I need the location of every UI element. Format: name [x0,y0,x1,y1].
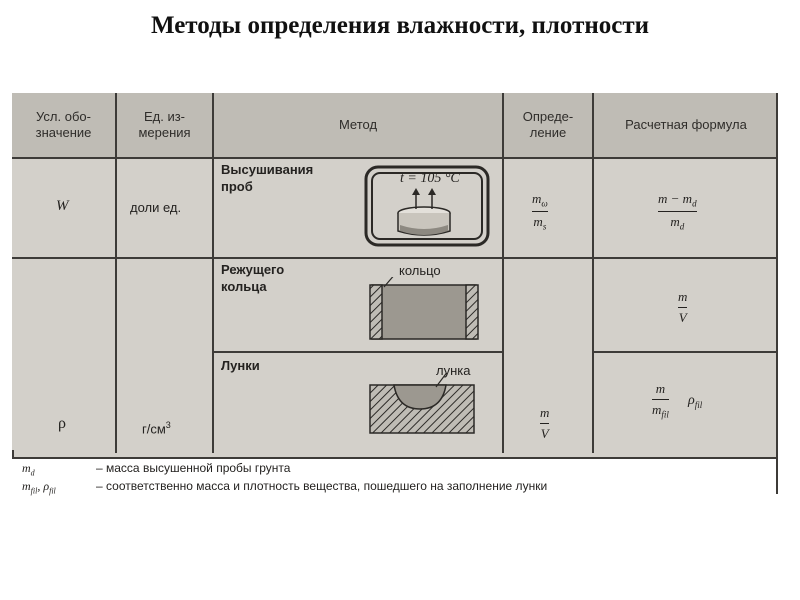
legend-text: – соответственно масса и плотность вещества, пошедшего на заполнение лунки [96,479,548,493]
legend-symbol: $m_{fil}$, $\rho_{fil}$ [22,479,56,496]
ring-formula [678,289,687,326]
fraction-denominator: $m_d$ [670,213,685,232]
fraction-denominator: V [540,426,549,441]
methods-table [12,93,778,453]
header-unit: Ед. из- мерения [138,109,191,140]
fraction-numerator: $m - m_d$ [658,191,697,209]
fraction-denominator: V [678,310,687,325]
fraction-denominator: $m_s$ [533,213,547,232]
vapor-arrow-head [412,188,420,195]
grid-line [12,157,778,159]
vapor-arrow-head [428,188,436,195]
grid-line [592,351,778,353]
fraction-numerator: $m_\omega$ [532,191,548,209]
hole-formula-fraction [652,381,669,420]
page-title: Методы определения влажности, плотности [150,12,650,39]
ring-wall-right [466,285,478,339]
grid-line [502,93,504,453]
hole-label: лунка [436,363,471,378]
grid-line [12,257,778,259]
fraction-numerator: m [678,289,688,304]
density-symbol: ρ [58,415,66,432]
table-scan [12,93,778,491]
hole-method-label: Лунки [221,358,260,373]
ring-method-label: Режущего кольца [221,262,285,294]
legend-symbol: $m_d$ [22,461,35,478]
moisture-symbol: W [56,198,69,214]
cutting-ring-illustration [364,277,482,343]
header-definition: Опреде- ление [522,109,574,140]
legend-row-dry-mass [22,461,290,477]
table-border [776,450,778,494]
density-unit: $г/см^3$ [142,420,171,437]
moisture-unit: доли ед. [130,200,182,215]
grid-line [115,93,117,453]
fraction-numerator: m [655,381,666,396]
drying-method-label: Высушивания проб [221,162,314,194]
symbols-legend [12,457,778,497]
header-symbol: Усл. обо- значение [35,109,92,140]
legend-text: – масса высушенной пробы грунта [96,461,291,475]
moisture-formula [658,191,697,231]
header-method: Метод [338,117,378,132]
header-formula: Расчетная формула [625,117,747,132]
moisture-definition [532,191,548,231]
fraction-numerator: m [540,405,550,420]
grid-line [212,351,502,353]
legend-row-fill [22,479,547,495]
fraction-denominator: $m_{fil}$ [652,402,669,420]
ring-wall-left [370,285,382,339]
ring-label: кольцо [399,263,441,278]
grid-line [776,93,778,453]
hole-formula-rho: $\rho_{fil}$ [688,393,703,410]
hole-illustration [364,373,482,439]
soil-core [372,285,476,339]
density-definition [540,405,549,442]
grid-line [212,93,214,453]
oven-temperature: t = 105 °C [400,171,460,186]
grid-line [592,93,594,453]
